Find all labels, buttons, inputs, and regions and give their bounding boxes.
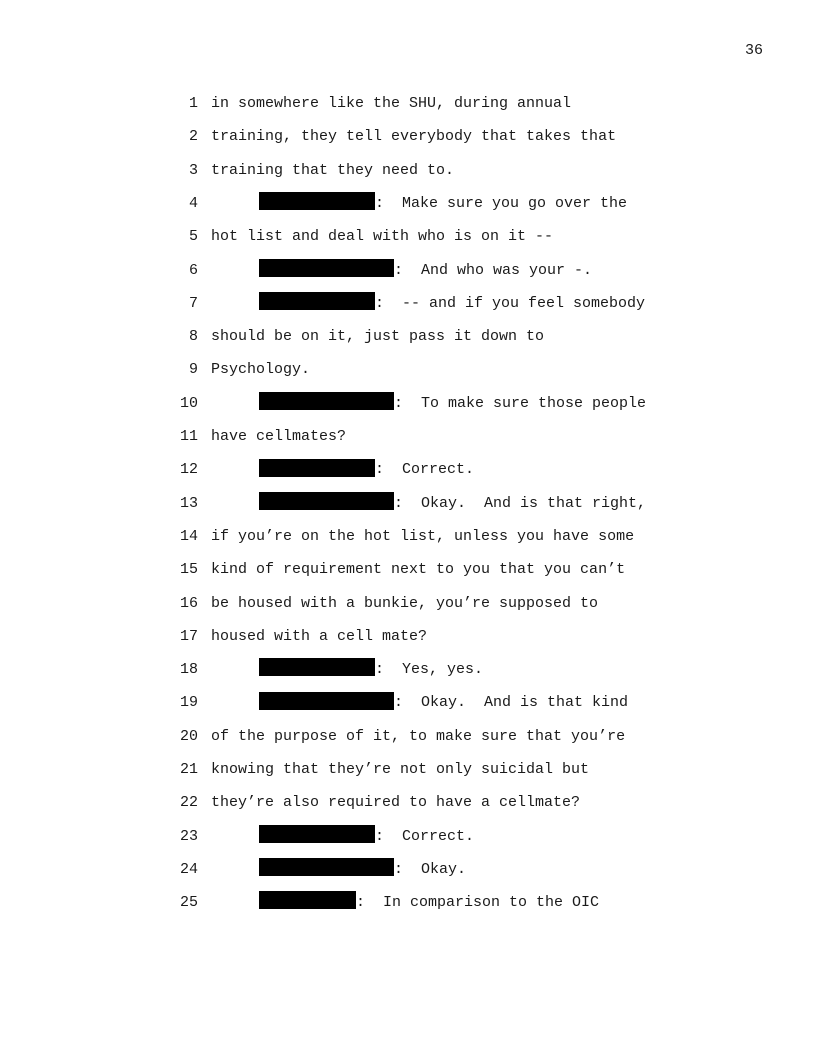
- transcript-line: [0, 453, 816, 486]
- line-number: 14: [179, 527, 198, 545]
- transcript-line: [0, 620, 816, 653]
- line-number: 24: [179, 860, 198, 878]
- transcript-line: [0, 120, 816, 153]
- redacted-speaker-name: [259, 459, 375, 477]
- transcript-line: [0, 886, 816, 919]
- transcript-line: [0, 686, 816, 719]
- transcript-line: [0, 353, 816, 386]
- transcript-line: [0, 154, 816, 187]
- line-number: 22: [179, 794, 198, 812]
- line-text: : Yes, yes.: [375, 661, 484, 679]
- speaker-line: [259, 653, 483, 686]
- line-number: 4: [188, 194, 198, 212]
- line-text: : Okay.: [394, 860, 467, 878]
- line-number: 15: [179, 561, 198, 579]
- redacted-speaker-name: [259, 259, 394, 277]
- transcript-line: [0, 853, 816, 886]
- speaker-line: [259, 453, 474, 486]
- speaker-line: [259, 387, 646, 420]
- redacted-speaker-name: [259, 292, 375, 310]
- transcript-line: [0, 187, 816, 220]
- transcript-line: [0, 387, 816, 420]
- speaker-line: [259, 254, 592, 287]
- transcript-line: [0, 520, 816, 553]
- transcript-line: [0, 820, 816, 853]
- line-number: 19: [179, 694, 198, 712]
- redacted-speaker-name: [259, 891, 356, 909]
- speaker-line: [259, 686, 628, 719]
- speaker-line: [259, 187, 627, 220]
- line-text: training, they tell everybody that takes that: [211, 128, 617, 146]
- redacted-speaker-name: [259, 858, 394, 876]
- line-number: 5: [188, 228, 198, 246]
- line-text: of the purpose of it, to make sure that you’re: [211, 727, 626, 745]
- speaker-line: [259, 287, 645, 320]
- redacted-speaker-name: [259, 192, 375, 210]
- transcript-line: [0, 753, 816, 786]
- transcript-line: [0, 254, 816, 287]
- line-text: Psychology.: [211, 361, 311, 379]
- line-text: hot list and deal with who is on it --: [211, 228, 554, 246]
- line-text: : -- and if you feel somebody: [375, 294, 646, 312]
- line-text: knowing that they’re not only suicidal but: [211, 761, 590, 778]
- transcript-line: [0, 220, 816, 253]
- transcript-line: [0, 653, 816, 686]
- line-number: 7: [188, 294, 198, 312]
- speaker-line: [259, 853, 466, 886]
- line-number: 16: [179, 594, 198, 612]
- line-text: should be on it, just pass it down to: [211, 328, 545, 346]
- line-number: 1: [188, 95, 198, 112]
- line-text: have cellmates?: [211, 428, 347, 445]
- line-text: they’re also required to have a cellmate?: [211, 794, 581, 812]
- line-text: housed with a cell mate?: [211, 627, 428, 645]
- line-number: 23: [179, 827, 198, 845]
- line-text: training that they need to.: [211, 161, 455, 179]
- line-text: : Make sure you go over the: [375, 194, 628, 212]
- speaker-line: [259, 487, 646, 520]
- transcript-line: [0, 786, 816, 819]
- line-text: : And who was your -.: [394, 261, 593, 279]
- line-number: 10: [179, 394, 198, 412]
- line-number: 17: [179, 627, 198, 645]
- line-number: 21: [179, 761, 198, 778]
- speaker-line: [259, 886, 599, 919]
- transcript-line: [0, 420, 816, 453]
- transcript-line: [0, 320, 816, 353]
- transcript-line: [0, 287, 816, 320]
- line-number: 2: [188, 128, 198, 146]
- transcript-line: [0, 87, 816, 120]
- line-number: 9: [188, 361, 198, 379]
- line-text: kind of requirement next to you that you can’t: [211, 561, 626, 579]
- line-number: 12: [179, 461, 198, 479]
- line-number: 13: [179, 494, 198, 512]
- redacted-speaker-name: [259, 492, 394, 510]
- transcript-line: [0, 587, 816, 620]
- redacted-speaker-name: [259, 392, 394, 410]
- line-text: be housed with a bunkie, you’re supposed to: [211, 594, 599, 612]
- line-number: 3: [188, 161, 198, 179]
- line-text: : In comparison to the OIC: [356, 894, 600, 912]
- speaker-line: [259, 820, 474, 853]
- line-text: : Okay. And is that right,: [394, 494, 647, 512]
- line-number: 11: [179, 428, 198, 445]
- line-number: 25: [179, 894, 198, 912]
- line-text: in somewhere like the SHU, during annual: [211, 95, 572, 112]
- line-text: if you’re on the hot list, unless you have some: [211, 527, 635, 545]
- page-number: 36: [744, 42, 763, 59]
- redacted-speaker-name: [259, 692, 394, 710]
- line-text: : Okay. And is that kind: [394, 694, 629, 712]
- line-text: : Correct.: [375, 827, 475, 845]
- line-text: : Correct.: [375, 461, 475, 479]
- transcript-line: [0, 553, 816, 586]
- line-text: : To make sure those people: [394, 394, 647, 412]
- line-number: 6: [188, 261, 198, 279]
- redacted-speaker-name: [259, 825, 375, 843]
- line-number: 20: [179, 727, 198, 745]
- line-number: 8: [188, 328, 198, 346]
- transcript-line: [0, 487, 816, 520]
- redacted-speaker-name: [259, 658, 375, 676]
- transcript-line: [0, 720, 816, 753]
- line-number: 18: [179, 661, 198, 679]
